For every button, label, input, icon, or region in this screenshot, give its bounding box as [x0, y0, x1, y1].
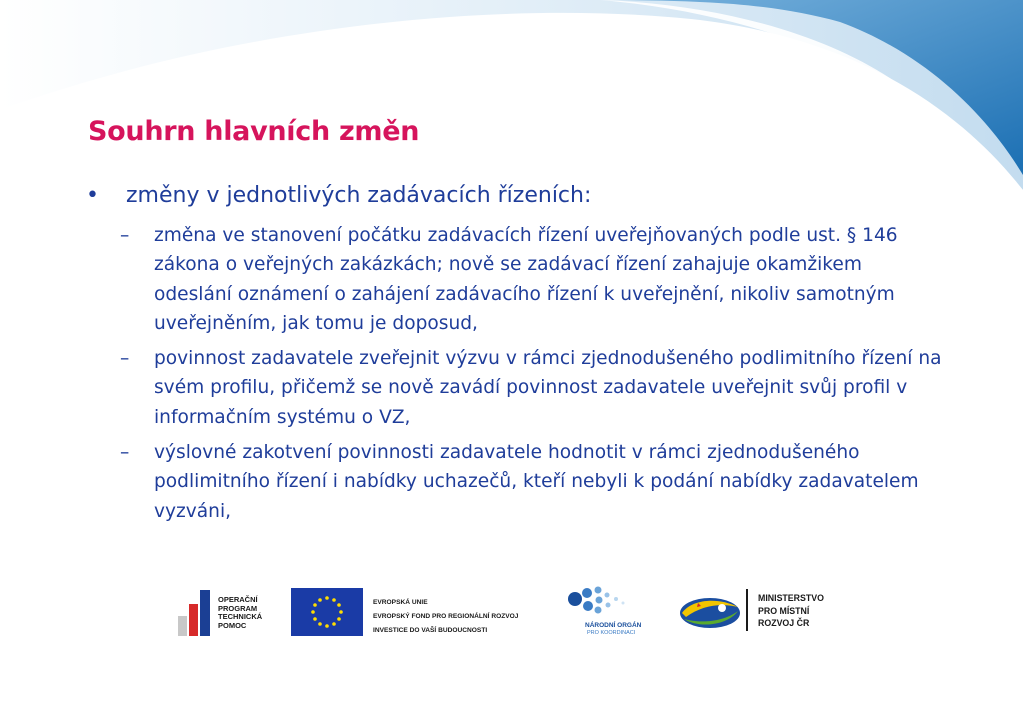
- mmr-divider: [746, 589, 748, 631]
- nok-line: PRO KOORDINACI: [587, 630, 636, 636]
- dash-symbol: –: [120, 348, 130, 370]
- optp-line: POMOC: [218, 620, 247, 630]
- sub-item: [120, 344, 964, 432]
- mmr-line: ROZVOJ ČR: [758, 618, 810, 628]
- logo-strip: [0, 585, 1023, 645]
- mmr-logo: [678, 587, 858, 639]
- sub-item: [120, 438, 964, 526]
- sub-item-text: výslovné zakotvení povinnosti zadavatele hodnotit v rámci zjednodušeného podlimitního řízení i nabídky uchazečů, kteří nebyli k podání nabídky zadavatelem vyzváni,: [154, 442, 919, 522]
- eu-flag-icon: [291, 588, 363, 636]
- slide-title: Souhrn hlavních změn: [88, 116, 420, 147]
- slide-content: [84, 181, 964, 532]
- bullet-text: změny v jednotlivých zadávacích řízeních:: [126, 183, 592, 208]
- sub-item-text: povinnost zadavatele zveřejnit výzvu v rámci zjednodušeného podlimitního řízení na svém profilu, přičemž se nově zavádí povinnost zadavatele uveřejnit svůj profil v informačním systému o VZ,: [154, 348, 942, 428]
- eu-line: INVESTICE DO VAŠÍ BUDOUCNOSTI: [373, 627, 488, 634]
- optp-line: PROGRAM: [218, 603, 258, 613]
- bullet-symbol: •: [86, 183, 99, 208]
- nok-logo: [563, 585, 653, 641]
- nok-line: NÁRODNÍ ORGÁN: [585, 622, 642, 629]
- sub-item-text: změna ve stanovení počátku zadávacích řízení uveřejňovaných podle ust. § 146 zákona o veřejných zakázkách; nově se zadávací řízení zahajuje okamžikem odeslání oznámení o zahájení zadávacího řízení k uveřejnění, nikoliv samotným uveřejněním, jak tomu je doposud,: [154, 225, 898, 334]
- optp-logo: [178, 588, 278, 638]
- bullet-item: [84, 181, 964, 211]
- optp-bars-icon: [178, 588, 218, 638]
- sub-list: [120, 221, 964, 526]
- dash-symbol: –: [120, 442, 130, 464]
- optp-line: OPERAČNÍ: [218, 595, 258, 604]
- eu-line: EVROPSKÁ UNIE: [373, 599, 428, 606]
- mmr-line: PRO MÍSTNÍ: [758, 605, 810, 616]
- nok-dots-icon: [565, 585, 635, 619]
- dash-symbol: –: [120, 225, 130, 246]
- sub-item: [120, 221, 964, 338]
- eu-logo: [291, 588, 551, 638]
- optp-line: TECHNICKÁ: [218, 612, 263, 621]
- eu-line: EVROPSKÝ FOND PRO REGIONÁLNÍ ROZVOJ: [373, 613, 519, 620]
- mmr-emblem-icon: [678, 593, 742, 633]
- mmr-line: MINISTERSTVO: [758, 593, 824, 603]
